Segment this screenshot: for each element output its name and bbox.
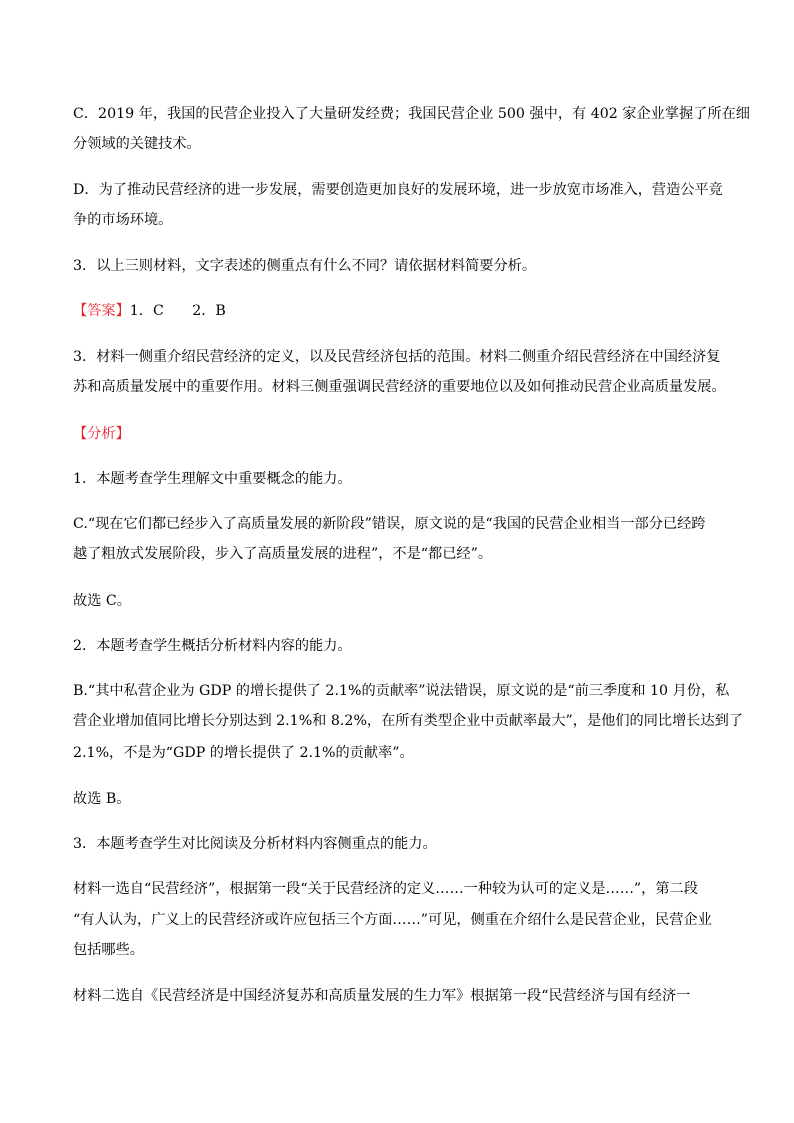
analysis-2-title: 2．本题考查学生概括分析材料内容的能力。 [73,638,352,654]
analysis-3-line-3: 包括哪些。 [73,942,144,958]
analysis-2-line-2: 营企业增加值同比增长分别达到 2.1%和 8.2%，在所有类型企业中贡献率最大”，是他们的同比增长达到了 [73,713,744,729]
option-d-line-1: D．为了推动民营经济的进一步发展，需要创造更加良好的发展环境，进一步放宽市场准入，营造公平竞 [73,182,723,198]
analysis-2-line-3: 2.1%，不是为“GDP 的增长提供了 2.1%的贡献率”。 [73,745,414,761]
answer-line [73,301,733,321]
answer-3-line-2: 苏和高质量发展中的重要作用。材料三侧重强调民营经济的重要地位以及如何推动民营企业高质量发展。 [73,379,726,395]
analysis-1-line-2: 越了粗放式发展阶段，步入了高质量发展的进程”，不是“都已经”。 [73,546,493,562]
analysis-3-line-2: “有人认为，广义上的民营经济或许应包括三个方面……”可见，侧重在介绍什么是民营企业，民营企业 [73,912,712,928]
analysis-3-title: 3．本题考查学生对比阅读及分析材料内容侧重点的能力。 [73,836,437,852]
option-c-line-2: 分领域的关键技术。 [73,136,201,152]
analysis-1-title: 1．本题考查学生理解文中重要概念的能力。 [73,471,352,487]
analysis-1-line-1: C.“现在它们都已经步入了高质量发展的新阶段”错误，原文说的是“我国的民营企业相当一部分已经跨 [73,516,706,532]
question-3: 3．以上三则材料，文字表述的侧重点有什么不同？请依据材料简要分析。 [73,258,537,274]
analysis-label: 【分析】 [73,426,130,442]
analysis-2-line-1: B.“其中私营企业为 GDP 的增长提供了 2.1%的贡献率”说法错误，原文说的是“前三季度和 10 月份，私 [73,683,730,699]
answer-text: 1．C 2．B [129,303,226,319]
answer-3-line-1: 3．材料一侧重介绍民营经济的定义，以及民营经济包括的范围。材料二侧重介绍民营经济在中国经济复 [73,349,721,365]
analysis-1-choice: 故选 C。 [73,593,131,609]
option-c-line-1: C．2019 年，我国的民营企业投入了大量研发经费；我国民营企业 500 强中，有 402 家企业掌握了所在细 [73,106,750,122]
analysis-2-choice: 故选 B。 [73,791,131,807]
analysis-3-line-1: 材料一选自“民营经济”，根据第一段“关于民营经济的定义……一种较为认可的定义是……”，第二段 [73,881,698,897]
option-d-line-2: 争的市场环境。 [73,212,173,228]
analysis-3-line-4: 材料二选自《民营经济是中国经济复苏和高质量发展的生力军》根据第一段“民营经济与国有经济一 [73,988,691,1004]
answer-label: 【答案】 [73,303,130,319]
